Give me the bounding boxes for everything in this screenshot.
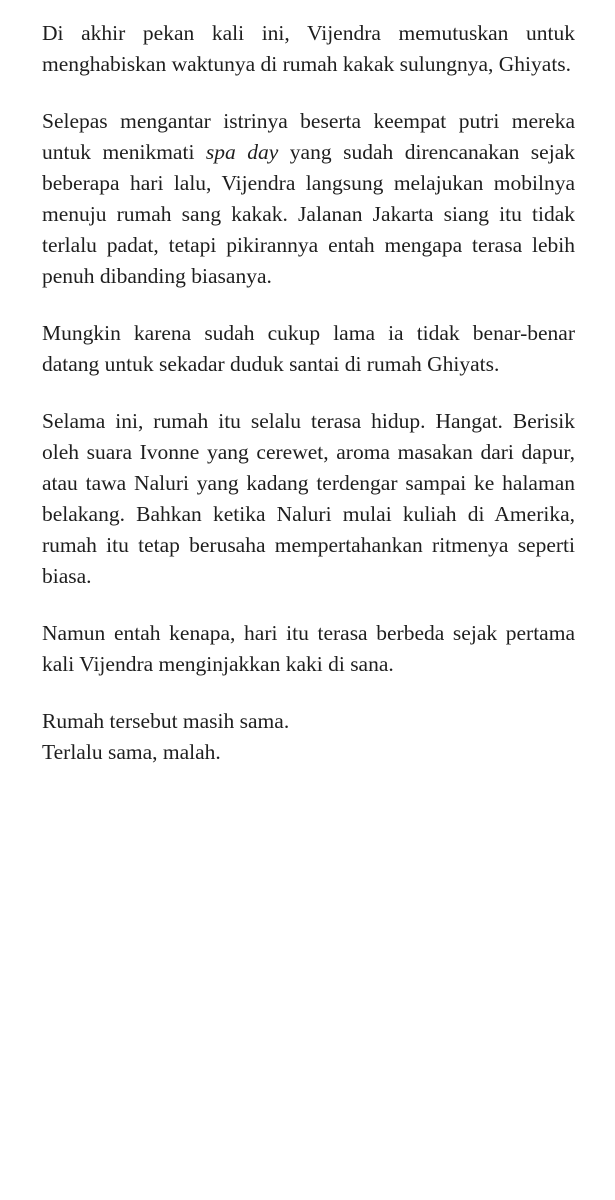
paragraph-6-line-2: Terlalu sama, malah. (42, 740, 221, 764)
paragraph-3: Mungkin karena sudah cukup lama ia tidak benar-benar datang untuk sekadar duduk santai di rumah Ghiyats. (42, 321, 575, 376)
story-text (42, 18, 575, 768)
paragraph-2-text-before: Selepas mengantar istrinya beserta keempat putri mereka untuk menikmati (42, 109, 575, 164)
paragraph-4: Selama ini, rumah itu selalu terasa hidup. Hangat. Berisik oleh suara Ivonne yang cerewet, aroma masakan dari dapur, atau tawa Naluri yang kadang terdengar sampai ke halaman belakang. Bahkan ketika Naluri mulai kuliah di Amerika, rumah itu tetap berusaha mempertahankan ritmenya seperti biasa. (42, 409, 575, 588)
paragraph-2-italic-phrase: spa day (205, 140, 279, 164)
paragraph-6 (42, 706, 575, 768)
paragraph-5: Namun entah kenapa, hari itu terasa berbeda sejak pertama kali Vijendra menginjakkan kaki di sana. (42, 621, 575, 676)
paragraph-6-line-1: Rumah tersebut masih sama. (42, 709, 290, 733)
paragraph-1: Di akhir pekan kali ini, Vijendra memutuskan untuk menghabiskan waktunya di rumah kakak sulungnya, Ghiyats. (42, 21, 575, 76)
paragraph-2 (42, 106, 575, 292)
paragraph-2-text-after: yang sudah direncanakan sejak beberapa hari lalu, Vijendra langsung melajukan mobilnya menuju rumah sang kakak. Jalanan Jakarta siang itu tidak terlalu padat, tetapi pikirannya entah mengapa terasa lebih penuh dibanding biasanya. (42, 140, 575, 288)
